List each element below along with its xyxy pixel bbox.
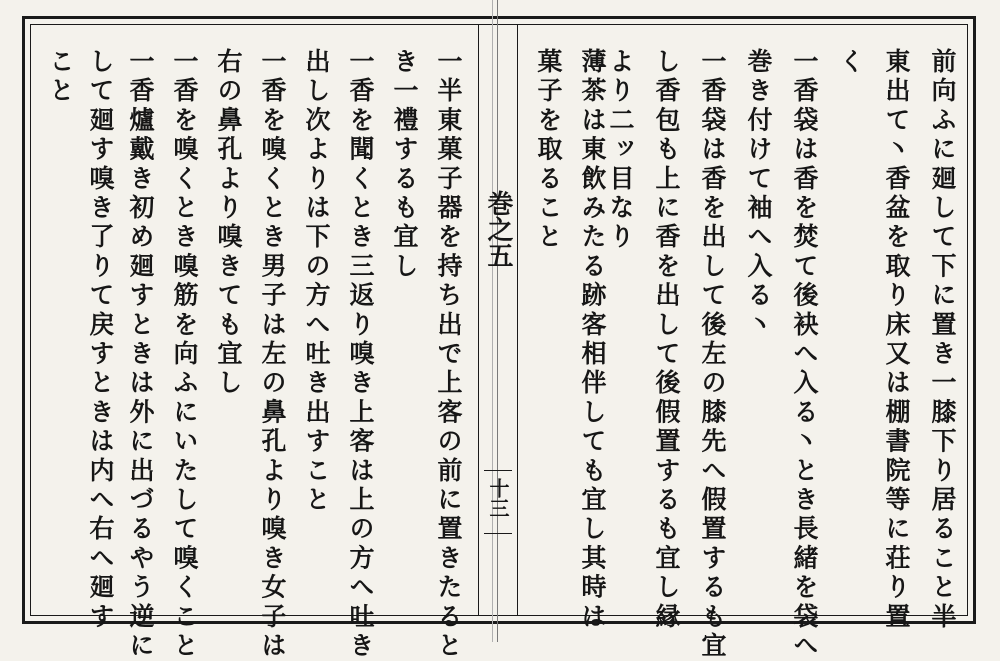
text-column: こと xyxy=(46,48,75,107)
text-column: 東出て丶香盆を取り床又は棚書院等に荘り置 xyxy=(882,48,911,632)
text-column: 一香を嗅くとき嗅筋を向ふにいたして嗅くこと xyxy=(170,48,199,661)
text-column: 一香袋は香を出して後左の膝先へ假置するも宜 xyxy=(698,48,727,661)
text-column: 薄茶は東飲みたる跡客相伴しても宜し其時は xyxy=(578,48,607,632)
volume-label: 巻之五 xyxy=(483,190,513,268)
text-column: き一禮するも宜し xyxy=(390,48,419,282)
page-fold xyxy=(497,0,498,642)
text-column: 一香を嗅くとき男子は左の鼻孔より嗅き女子は xyxy=(258,48,287,661)
text-column: 一香袋は香を焚て後袂へ入る丶とき長緒を袋へ xyxy=(790,48,819,661)
text-column: 一香を聞くとき三返り嗅き上客は上の方へ吐き xyxy=(346,48,375,661)
page-number: 十三 xyxy=(486,478,510,518)
text-column: より二ッ目なり xyxy=(606,48,635,253)
text-column: 菓子を取ること xyxy=(534,48,563,253)
page-fold-shadow xyxy=(492,0,493,642)
text-column: 巻き付けて袖へ入る丶 xyxy=(744,48,773,340)
text-column: 出し次よりは下の方へ吐き出すこと xyxy=(302,48,331,516)
text-column: して廻す嗅き了りて戻すときは内へ右へ廻す xyxy=(86,48,115,633)
text-column: 右の鼻孔より嗅きても宜し xyxy=(214,48,243,399)
text-column: 一半東菓子器を持ち出で上客の前に置きたると xyxy=(434,48,463,661)
text-column: く xyxy=(836,48,865,78)
text-column: 一香爐戴き初め廻すときは外に出づるやう逆に xyxy=(126,48,155,661)
text-column: 前向ふに廻して下に置き一膝下り居ること半 xyxy=(928,48,957,632)
text-column: し香包も上に香を出して後假置するも宜し縁 xyxy=(652,48,681,632)
